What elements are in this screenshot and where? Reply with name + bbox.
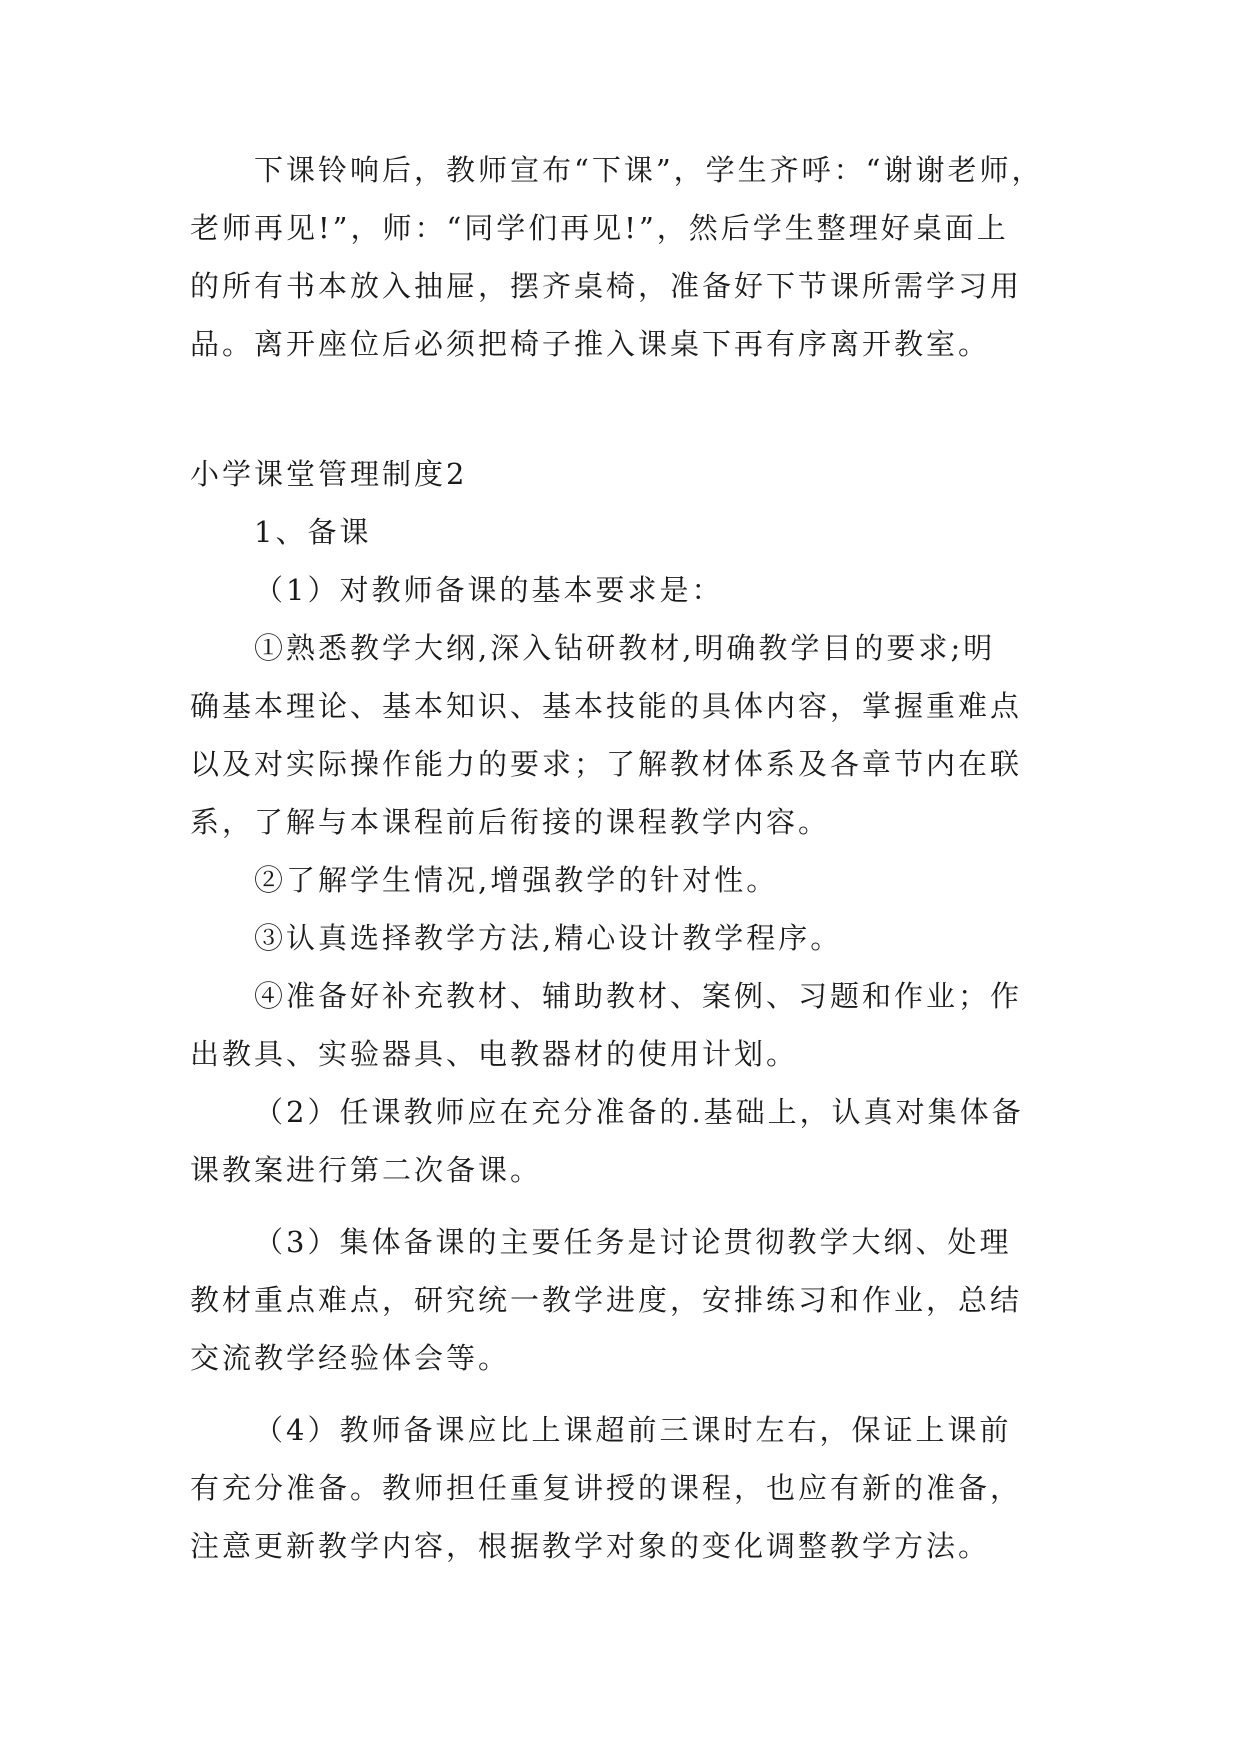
body-paragraph-line: （4）教师备课应比上课超前三课时左右，保证上课前 (254, 1413, 1012, 1447)
body-paragraph-line: （3）集体备课的主要任务是讨论贯彻教学大纲、处理 (254, 1225, 1012, 1259)
body-paragraph-line: （2）任课教师应在充分准备的.基础上，认真对集体备 (254, 1095, 1024, 1129)
body-paragraph-line: （1）对教师备课的基本要求是： (254, 573, 724, 607)
body-paragraph-line: 出教具、实验器具、电教器材的使用计划。 (190, 1037, 799, 1071)
body-paragraph-line: ④准备好补充教材、辅助教材、案例、习题和作业；作 (254, 979, 1023, 1013)
subsection-heading: 1、备课 (254, 515, 372, 549)
body-paragraph-line: 以及对实际操作能力的要求；了解教材体系及各章节内在联 (190, 747, 1023, 781)
body-paragraph-line: ②了解学生情况,增强教学的针对性。 (254, 863, 779, 897)
body-paragraph-line: 教材重点难点，研究统一教学进度，安排练习和作业，总结 (190, 1283, 1023, 1317)
body-paragraph-line: ①熟悉教学大纲,深入钻研教材,明确教学目的要求;明 (254, 631, 996, 665)
body-paragraph-line: 确基本理论、基本知识、基本技能的具体内容，掌握重难点 (190, 689, 1023, 723)
body-paragraph-line: 品。离开座位后必须把椅子推入课桌下再有序离开教室。 (190, 327, 991, 361)
section-heading: 小学课堂管理制度2 (190, 457, 468, 491)
body-paragraph-line: 的所有书本放入抽屉，摆齐桌椅，准备好下节课所需学习用 (190, 269, 1023, 303)
body-paragraph-line: ③认真选择教学方法,精心设计教学程序。 (254, 921, 843, 955)
body-paragraph-line: 系，了解与本课程前后衔接的课程教学内容。 (190, 805, 831, 839)
body-paragraph-line: 课教案进行第二次备课。 (190, 1153, 543, 1187)
body-paragraph-line: 下课铃响后，教师宣布“下课”，学生齐呼：“谢谢老师， (254, 153, 1044, 187)
body-paragraph-line: 注意更新教学内容，根据教学对象的变化调整教学方法。 (190, 1529, 991, 1563)
body-paragraph-line: 交流教学经验体会等。 (190, 1341, 511, 1375)
body-paragraph-line: 老师再见!”，师：“同学们再见!”，然后学生整理好桌面上 (190, 211, 1009, 245)
body-paragraph-line: 有充分准备。教师担任重复讲授的课程，也应有新的准备， (190, 1471, 1023, 1505)
